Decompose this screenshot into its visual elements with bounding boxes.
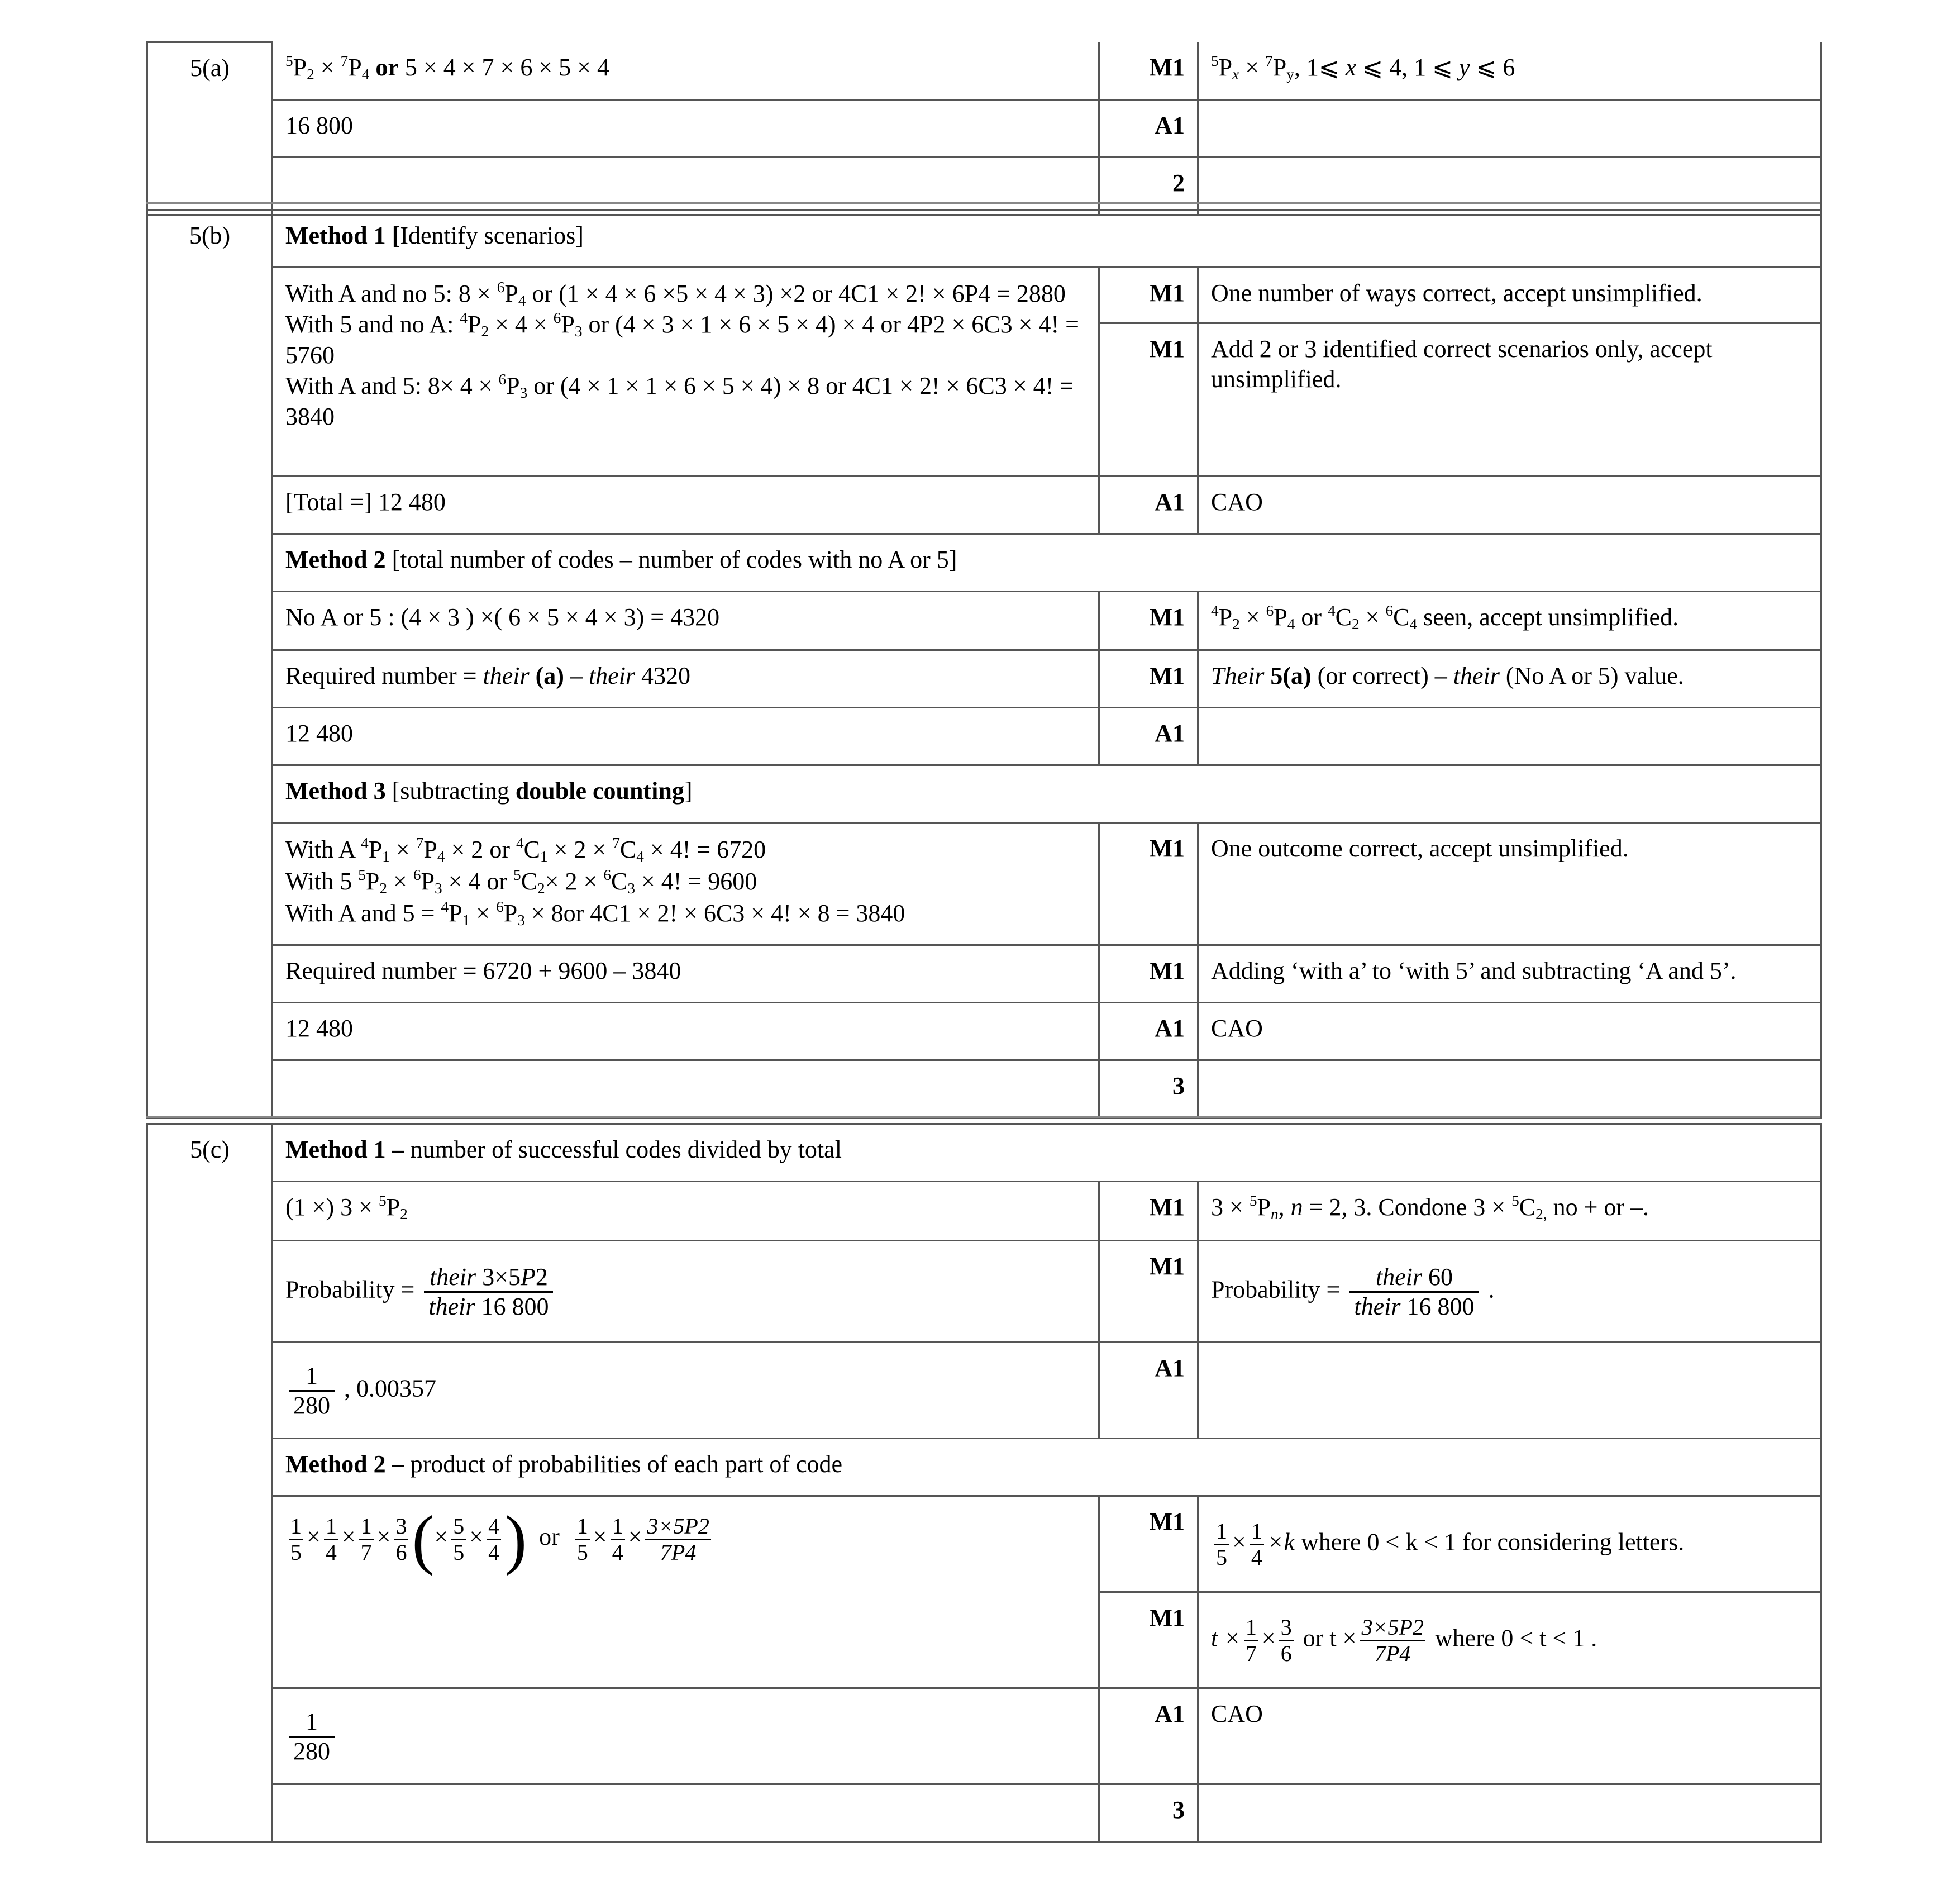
guidance-cell: $^4P_2 \times ^6P_4$ or $^4C_2 \times ^6C_4$ seen, accept unsimplified. [1198, 592, 1821, 650]
mark-cell: M1 [1099, 323, 1198, 477]
table-row [147, 100, 1821, 158]
guidance-cell: Probability = $\frac{\text{their 60}}{\text{their 16 800}}$ . [1198, 1241, 1821, 1343]
question-number: 5(b) [147, 210, 273, 1118]
table-row [147, 1182, 1821, 1241]
mark-cell: M1 [1099, 1592, 1198, 1688]
guidance-cell: Adding ‘with a’ to ‘with 5’ and subtracting ‘A and 5’. [1198, 945, 1821, 1003]
section-divider [146, 202, 1820, 204]
total-marks: 3 [1099, 1060, 1198, 1118]
answer-cell: Probability = $\frac{\text{their 3×5P2}}{\text{their 16 800}}$ [273, 1241, 1099, 1343]
answer-cell: 12 480 [273, 708, 1099, 765]
fraction: $\frac{\text{their 60}}{\text{their 16 800}}$ [1349, 1263, 1479, 1321]
table-row [147, 1003, 1821, 1060]
fraction: $\frac{1}{5}$ [575, 1514, 590, 1565]
table-row [147, 765, 1821, 823]
mark-cell: A1 [1099, 1003, 1198, 1060]
mark-cell: A1 [1099, 477, 1198, 534]
fraction: $\frac{5}{5}$ [451, 1514, 466, 1565]
table-row [147, 268, 1821, 323]
answer-cell: With A $^4P_1 \times ^7P_4 \times 2$ or $^4C_1 \times 2 \times ^7C_4 \times 4$! = 6720 With 5 $^5P_2 \times ^6P_3 \times 4$ or $^5C_2\times 2 \times ^6C_3 \times 4$! = 9600 With A and $5 = ^4P_1 \times ^6P_3 \times 8or$ 4C1 × 2! × 6C3 × 4! × 8 = 3840 [273, 823, 1099, 945]
mark-cell: M1 [1099, 945, 1198, 1003]
guidance-cell [1198, 708, 1821, 765]
fraction: $\frac{1}{4}$ [324, 1514, 338, 1565]
answer-cell: 12 480 [273, 1003, 1099, 1060]
fraction: $\frac{1}{4}$ [611, 1514, 625, 1565]
fraction: $\frac{1}{7}$ [359, 1514, 374, 1565]
answer-cell [273, 1060, 1099, 1118]
answer-cell: 16 800 [273, 100, 1099, 158]
table-5a [146, 41, 1822, 216]
guidance-cell: Their 5(a) (or correct) – their (No A or 5) value. [1198, 650, 1821, 708]
fraction: $\frac{1}{280}$ [289, 1708, 335, 1765]
table-row [147, 210, 1821, 268]
table-row [147, 1496, 1821, 1592]
guidance-cell: One outcome correct, accept unsimplified. [1198, 823, 1821, 945]
mark-cell: M1 [1099, 42, 1198, 100]
guidance-cell [1198, 100, 1821, 158]
table-5c [146, 1123, 1822, 1843]
mark-cell: A1 [1099, 1343, 1198, 1439]
table-row [147, 823, 1821, 945]
answer-cell: No A or 5 : (4 × 3 ) ×( 6 × 5 × 4 × 3) = 4320 [273, 592, 1099, 650]
answer-cell: (1 ×) $3 \times ^5P_2$ [273, 1182, 1099, 1241]
mark-cell: M1 [1099, 823, 1198, 945]
guidance-cell: $^5P_x \times ^7P_y$, 1⩽ x ⩽ 4, 1 ⩽ y ⩽ 6 [1198, 42, 1821, 100]
table-row [147, 1688, 1821, 1784]
table-5b [146, 209, 1822, 1119]
fraction: $\frac{3}{6}$ [1279, 1615, 1294, 1666]
guidance-cell: CAO [1198, 1688, 1821, 1784]
table-row [147, 1241, 1821, 1343]
fraction: $\frac{1}{7}$ [1244, 1615, 1258, 1666]
table-row [147, 592, 1821, 650]
guidance-cell: Add 2 or 3 identified correct scenarios only, accept unsimplified. [1198, 323, 1821, 477]
mark-cell: M1 [1099, 592, 1198, 650]
mark-cell: A1 [1099, 708, 1198, 765]
table-row [147, 42, 1821, 100]
method-heading: Method 1 [Identify scenarios] [273, 210, 1821, 268]
answer-cell: $\frac{1}{5}$ × $\frac{1}{4}$ × $\frac{1}{7}$ × $\frac{3}{6}$ (× $\frac{5}{5}$ × $\frac{4}{4}$ ) or $\frac{1}{5}$ × $\frac{1}{4}$ × $\frac{3\times 5P2}{7P4}$ [273, 1496, 1099, 1688]
answer-cell [273, 158, 1099, 215]
table-row [147, 708, 1821, 765]
table-row [147, 1060, 1821, 1118]
fraction: $\frac{1}{5}$ [289, 1514, 303, 1565]
fraction: $\frac{3\times 5P2}{7P4}$ [1360, 1615, 1425, 1666]
answer-cell: $^5P_2 \times ^7P_4$ or 5 × 4 × 7 × 6 × 5 × 4 [273, 42, 1099, 100]
fraction: $\frac{1}{5}$ [1214, 1519, 1229, 1570]
method-heading: Method 2 [total number of codes – number of codes with no A or 5] [273, 534, 1821, 592]
question-number: 5(a) [147, 42, 273, 215]
guidance-cell [1198, 1784, 1821, 1842]
mark-cell: A1 [1099, 100, 1198, 158]
table-row [147, 1124, 1821, 1182]
answer-cell: $\frac{1}{280}$ , 0.00357 [273, 1343, 1099, 1439]
mark-cell: M1 [1099, 1182, 1198, 1241]
method-heading: Method 1 – number of successful codes divided by total [273, 1124, 1821, 1182]
mark-cell: M1 [1099, 268, 1198, 323]
guidance-cell [1198, 1343, 1821, 1439]
table-row [147, 534, 1821, 592]
fraction: $\frac{1}{4}$ [1250, 1519, 1264, 1570]
table-row [147, 1784, 1821, 1842]
total-marks: 3 [1099, 1784, 1198, 1842]
guidance-cell [1198, 158, 1821, 215]
method-heading: Method 3 [subtracting double counting] [273, 765, 1821, 823]
answer-cell: With A and no 5: $8 \times ^6P_4$ or (1 × 4 × 6 ×5 × 4 × 3) ×2 or 4C1 × 2! × 6P4 = 2880 With 5 and no A: $^4P_2 \times 4 \times ^6P_3$ or (4 × 3 × 1 × 6 × 5 × 4) × 4 or 4P2 × 6C3 × 4! = 5760 With A and 5: $8\times 4 \times ^6P_3$ or (4 × 1 × 1 × 6 × 5 × 4) × 8 or 4C1 × 2! × 6C3 × 4! = 3840 [273, 268, 1099, 477]
answer-cell: Required number = their (a) – their 4320 [273, 650, 1099, 708]
fraction: $\frac{1}{280}$ [289, 1362, 335, 1420]
guidance-cell: t × $\frac{1}{7}$ × $\frac{3}{6}$ or t × $\frac{3\times 5P2}{7P4}$ where 0 < t < 1 . [1198, 1592, 1821, 1688]
table-row [147, 158, 1821, 215]
answer-cell: Required number = 6720 + 9600 – 3840 [273, 945, 1099, 1003]
table-row [147, 945, 1821, 1003]
answer-cell [273, 1688, 1099, 1784]
section-divider [146, 1116, 1820, 1118]
guidance-cell: One number of ways correct, accept unsimplified. [1198, 268, 1821, 323]
guidance-cell [1198, 1060, 1821, 1118]
fraction: $\frac{3}{6}$ [394, 1514, 408, 1565]
answer-cell: [Total =] 12 480 [273, 477, 1099, 534]
table-row [147, 1343, 1821, 1439]
fraction: $\frac{3\times 5P2}{7P4}$ [645, 1514, 710, 1565]
method-heading: Method 2 – product of probabilities of each part of code [273, 1439, 1821, 1496]
mark-cell: M1 [1099, 650, 1198, 708]
mark-cell: M1 [1099, 1241, 1198, 1343]
guidance-cell: CAO [1198, 477, 1821, 534]
fraction: $\frac{4}{4}$ [487, 1514, 501, 1565]
total-marks: 2 [1099, 158, 1198, 215]
answer-cell [273, 1784, 1099, 1842]
mark-cell: A1 [1099, 1688, 1198, 1784]
guidance-cell: $3 \times ^5P_n$, n = 2, 3. Condone $3 \times ^5C_{2,}$ no + or –. [1198, 1182, 1821, 1241]
fraction: $\frac{\text{their 3×5P2}}{\text{their 16 800}}$ [424, 1263, 553, 1321]
mark-cell: M1 [1099, 1496, 1198, 1592]
guidance-cell: CAO [1198, 1003, 1821, 1060]
question-number: 5(c) [147, 1124, 273, 1842]
open-paren: ( [412, 1502, 435, 1576]
table-row [147, 650, 1821, 708]
table-row [147, 1439, 1821, 1496]
guidance-cell: $\frac{1}{5}$ × $\frac{1}{4}$ ×k where 0 < k < 1 for considering letters. [1198, 1496, 1821, 1592]
table-row [147, 477, 1821, 534]
close-paren: ) [504, 1502, 527, 1576]
